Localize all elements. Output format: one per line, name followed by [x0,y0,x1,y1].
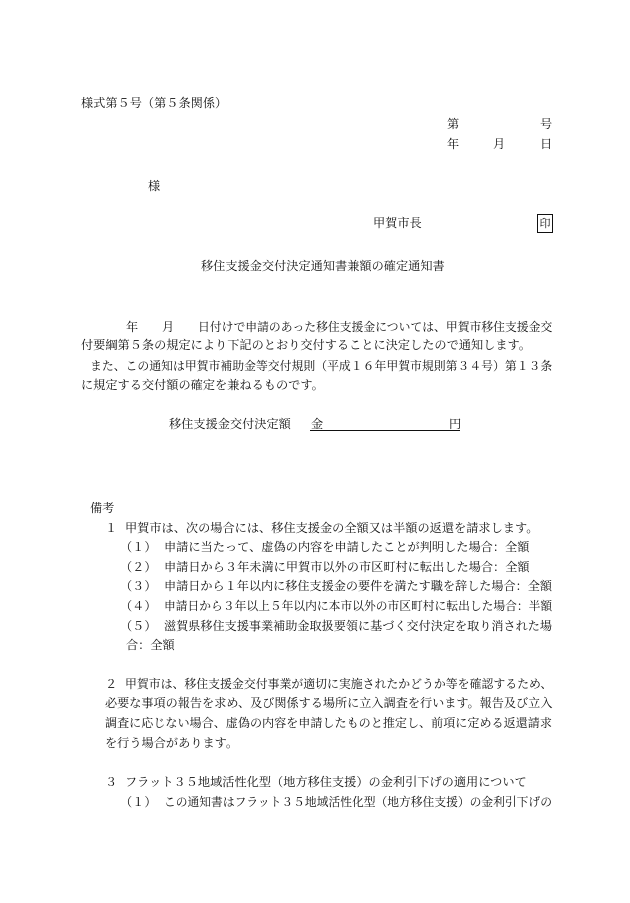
remark3-number: ３ [105,775,118,789]
remark1-sub4-number: （４） [120,599,157,613]
remark3-sub1-number: （１） [120,795,157,809]
body-p2-line2: に規定する交付額の確定を兼ねるものです。 [81,378,324,392]
remark2-line3: 調査に応じない場合、虚偽の内容を申請したものと推定し、前項に定める返還請求 [105,716,552,730]
body-date-month: 月 [162,320,175,334]
remark3-text: フラット３５地域活性化型（地方移住支援）の金利引下げの適用について [125,775,527,789]
amount-underline [310,430,460,431]
body-p1-line1: 日付けで申請のあった移住支援金については、甲賀市移住支援金交 [198,320,553,334]
remark1-sub1-number: （１） [120,540,157,554]
number-prefix: 第 [447,117,460,131]
remark1-sub2-number: （２） [120,560,157,574]
remark2-line2: 必要な事項の報告を求め、及び関係する場所に立入調査を行います。報告及び立入 [105,696,553,710]
remark1-sub1-text: 申請に当たって、虚偽の内容を申請したことが判明した場合：全額 [164,540,530,554]
amount-prefix: 金 [311,417,324,431]
date-year: 年 [447,137,460,151]
remark2-line1: 甲賀市は、移住支援金交付事業が適切に実施されたかどうか等を確認するため、 [125,677,553,691]
document-title: 移住支援金交付決定通知書兼額の確定通知書 [201,259,445,273]
amount-label: 移住支援金交付決定額 [169,417,291,431]
remark1-sub5-text: 滋賀県移住支援事業補助金取扱要領に基づく交付決定を取り消された場 [164,619,553,633]
remark3-sub1-text: この通知書はフラット３５地域活性化型（地方移住支援）の金利引下げの [164,795,552,809]
body-p2-line1: また、この通知は甲賀市補助金等交付規則（平成１６年甲賀市規則第３４号）第１３条 [90,359,553,373]
remark1-sub2-text: 申請日から３年未満に甲賀市以外の市区町村に転出した場合：全額 [164,560,530,574]
remark1-sub3-number: （３） [120,579,157,593]
remark1-sub5-cont: 合：全額 [126,638,175,652]
addressee-suffix: 様 [148,179,161,193]
date-day: 日 [540,137,553,151]
form-label: 様式第５号（第５条関係） [81,96,228,110]
remark1-sub4-text: 申請日から３年以上５年以内に本市以外の市区町村に転出した場合：半額 [164,599,553,613]
remark2-line4: を行う場合があります。 [105,736,239,750]
remark1-number: １ [105,521,118,535]
seal-stamp: 印 [537,214,553,233]
remarks-heading: 備考 [90,501,115,515]
remark1-sub3-text: 申請日から１年以内に移住支援金の要件を満たす職を辞した場合：全額 [164,579,553,593]
number-suffix: 号 [540,117,553,131]
body-p1-line2: 付要綱第５条の規定により下記のとおり交付することに決定したので通知します。 [81,338,531,352]
amount-unit: 円 [449,417,462,431]
issuer-title: 甲賀市長 [373,216,422,230]
remark1-sub5-number: （５） [120,619,157,633]
date-month: 月 [493,137,506,151]
remark1-text: 甲賀市は、次の場合には、移住支援金の全額又は半額の返還を請求します。 [125,521,539,535]
body-date-year: 年 [126,320,139,334]
remark2-number: ２ [105,677,118,691]
